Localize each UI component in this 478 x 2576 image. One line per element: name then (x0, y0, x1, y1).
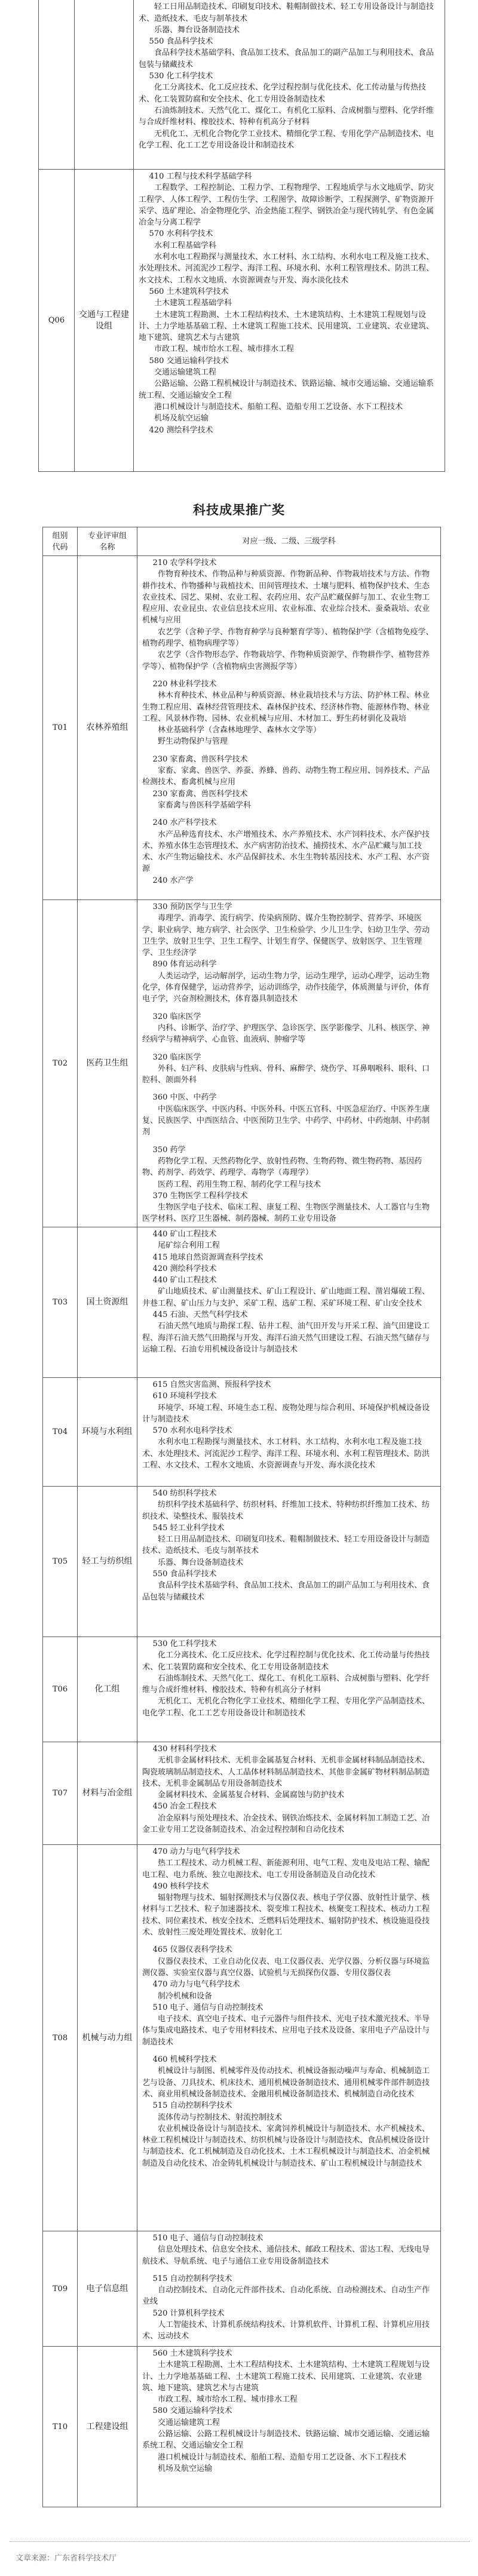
group-code (39, 0, 75, 170)
discipline-heading: 530 化工科学技术 (149, 72, 213, 81)
discipline-detail: 无机非金属材料技术、无机非金属基复合材料、无机非金属材料制品制造技术、陶瓷玻璃制品制造技术、人工晶体材料制品制造技术、其他非金属矿物材料制品制造技术、无机非金属制品专用设备制造技术 (142, 1756, 430, 1788)
discipline-detail: 中医临床医学、中医内科、中医外科、中医五官科、中医急症治疗、中医养生康复、民族医学、中西医结合、中医预防卫生学、中药学、中药材、中药炮制、中药制剂 (142, 1104, 430, 1137)
discipline-detail: 金属材料技术、金属基复合材料、金属腐蚀与防护技术 (158, 1791, 345, 1800)
discipline-detail: 人工智能技术、计算机系统结构技术、计算机软件、计算机工程、计算机应用技术、远动技术 (142, 2320, 430, 2341)
discipline-detail: 冶金原料与预处理技术、冶金技术、钢铁冶炼技术、金属材料加工制造工艺、冶金工业专用工艺设备制造技术、冶金过程控制和自动化技术 (142, 1813, 430, 1835)
discipline-heading: 420 测绘科学技术 (152, 1264, 217, 1273)
discipline-detail: 轻工日用品制造技术、印刷复印技术、鞋帽制做技术、轻工专用设备设计与制造技术、造纸技术、毛皮与制革技术 (139, 2, 434, 23)
subject-list (137, 900, 441, 1227)
discipline-detail: 水产品种选育技术、水产增殖技术、水产养殖技术、水产饲料技术、水产保护技术、养殖水体生态管理技术、水产病害防治技术、捕捞技术、水产品贮藏与加工技术、水产生物运输技术、水产品保鲜技术、水生生物转基因技术、水产工程、水产资源 (142, 830, 430, 874)
discipline-detail: 环境学、环境工程、环境生态工程、废物处理与综合利用、环境保护机械设备设计与制造技术 (142, 1403, 430, 1424)
discipline-detail: 工程数学、工程控制论、工程力学、工程物理学、工程地质学与水文地质学、防灾工程学、人体工程学、工程仿生学、工程图学、故障诊断学、工程探测学、矿物资源开采学、选矿理论、冶金物理化学、冶金热能工程学、钢铁冶金与现代铸轧学、有色金属冶金与分离工程学 (139, 183, 434, 228)
discipline-detail: 公路运输、公路工程机械设计与制造技术、铁路运输、城市交通运输、交通运输系统工程、交通运输安全工程 (142, 2430, 430, 2451)
header-group-name: 专业评审组名称 (78, 527, 137, 556)
discipline-heading: 560 土木建筑科学技术 (152, 2349, 232, 2358)
discipline-detail: 热工工程技术、动力机械工程、新能源利用、电气工程、发电及电站工程、输配电工程、电力系统、独立电源技术、电工专用设备制造及自动化技术 (142, 1859, 430, 1880)
discipline-detail: 农艺学（含作物形态学、作物栽培学、作物种质资源学、作物耕作学、植物营养学等）、植物保护学（含植物病虫害测报学等） (142, 650, 430, 671)
discipline-detail: 公路运输、公路工程机械设计与制造技术、铁路运输、城市交通运输、交通运输系统工程、交通运输安全工程 (139, 379, 434, 400)
discipline-detail: 农业机械设备设计与制造技术、家禽饲养机械设计与制造技术、水产机械技术、林业工程机械设计与制造技术、纺织机械与设备设计与制造技术、食品机械设备设计与制造技术、化工机械制造及自动化技术、土木工程机械设计与制造技术、冶金机械制造及自动化技术、冶金铸轧机械设计与制造技术、矿山工程机械设计与制造技术 (142, 2124, 430, 2168)
group-code: T06 (43, 1637, 78, 1742)
subject-list (134, 0, 445, 170)
group-code: T07 (43, 1742, 78, 1845)
discipline-detail: 土木建筑工程基础学科 (154, 299, 232, 308)
group-code: T03 (43, 1227, 78, 1378)
discipline-detail: 石油天然气地质与勘探工程、钻井工程、油气田开发与开采工程、油气田建设工程、海洋石油天然气田勘探与开发、海洋石油天然气田建设工程、石油天然气储存与运输工程、石油专用机械设备设计与制造技术 (142, 1322, 430, 1354)
footer-divider (10, 2541, 470, 2542)
discipline-heading: 320 临床医学 (152, 1052, 201, 1062)
discipline-detail: 机场及航空运输 (158, 2464, 213, 2473)
subject-list (137, 556, 441, 900)
subject-list (137, 1227, 441, 1378)
group-code: T01 (43, 556, 78, 900)
discipline-detail: 石油炼制技术、天然气化工、煤化工、有机化工原料、合成树脂与塑料、化学纤维与合成纤维材料、橡胶技术、特种有机高分子材料 (139, 106, 434, 127)
subject-list (137, 1487, 441, 1637)
subject-list (137, 1637, 441, 1742)
discipline-heading: 220 林业科学技术 (152, 679, 217, 689)
discipline-heading: 510 电子、通信与自动控制技术 (152, 2234, 263, 2243)
discipline-detail: 食品科学技术基础学科、食品加工技术、食品加工的副产品加工与利用技术、食品包装与储藏技术 (142, 1581, 430, 1602)
group-name: 交通与工程建设组 (75, 170, 134, 472)
discipline-detail: 土木建筑工程勘测、土木工程结构技术、土木建筑结构、土木建筑工程规划与设计、土力学地基基础工程、土木建筑工程施工技术、民用建筑、工业建筑、农业建筑、地下建筑、建筑艺术与古建筑 (139, 310, 434, 343)
section-title: 科技成果推广奖 (193, 503, 285, 517)
group-name: 化工组 (78, 1637, 137, 1742)
discipline-heading: 540 纺织科学技术 (152, 1489, 217, 1498)
discipline-detail: 水利水电工程勘探与测量技术、水工材料、水工结构、水利水电工程及施工技术、水处理技术、河流泥沙工程学、海洋工程、环境水利、水利工程管理技术、防洪工程、水文技术、工程水文地质、水资源调查与开发、海水淡化技术 (142, 1438, 430, 1470)
discipline-heading: 470 动力与电气科学技术 (152, 1980, 240, 1989)
discipline-detail: 制冷机械和设备 (158, 1991, 213, 2001)
discipline-detail: 市政工程、城市给水工程、城市排水工程 (154, 345, 295, 354)
subject-list (137, 1742, 441, 1845)
discipline-detail: 交通运输建筑工程 (158, 2418, 220, 2427)
discipline-heading: 520 计算机科学技术 (152, 2308, 225, 2318)
discipline-detail: 电子技术、真空电子技术、电子元器件与组件技术、光电子技术激光技术、半导体与集成电路技术、电子专用材料技术、应用电子技术及设备、家用电子产品设计与制造技术 (142, 2015, 430, 2047)
group-code: T04 (43, 1378, 78, 1487)
discipline-heading: 550 食品科学技术 (152, 1570, 217, 1579)
table-row (43, 900, 441, 1227)
article-source: 文章来源：广东省科学技术厅 (16, 2554, 117, 2563)
subject-list (137, 1378, 441, 1487)
table-header-row (43, 527, 441, 556)
table-row (43, 1845, 441, 2231)
discipline-heading: 515 自动控制科学技术 (152, 2101, 232, 2111)
discipline-detail: 纺织科学技术基础科学、纺织材料、纤维加工技术、特种纺织纤维加工技术、纺织技术、染整技术、服装技术 (142, 1500, 430, 1521)
discipline-heading: 515 自动控制科学技术 (152, 2274, 232, 2283)
discipline-detail: 食品科学技术基础学科、食品加工技术、食品加工的副产品加工与利用技术、食品包装与储藏技术 (139, 48, 434, 69)
discipline-heading: 230 家畜禽、兽医科学技术 (152, 789, 248, 799)
discipline-detail: 毒理学、消毒学、流行病学、传染病预防、媒介生物控制学、营养学、环境医学、职业病学、地方病学、社会医学、卫生检验学、少儿卫生学、妇幼卫生学、劳动卫生学、放射卫生学、卫生工程学、计划生育学、保健医学、放射医学、卫生管理学、卫生经济学 (142, 914, 430, 958)
subject-list (134, 170, 445, 472)
discipline-detail: 尾矿综合利用工程 (158, 1241, 220, 1251)
discipline-detail: 交通运输建筑工程 (154, 368, 217, 377)
discipline-detail: 水利水电工程勘探与测量技术、水工材料、水工结构、水利水电工程及施工技术、水处理技术、河流泥沙工程学、海洋工程、环境水利、水利工程管理技术、防洪工程、水文技术、工程水文地质、水资源调查与开发、海水淡化技术 (139, 253, 434, 285)
discipline-heading: 240 水产科学技术 (152, 818, 217, 828)
group-name: 材料与冶金组 (78, 1742, 137, 1845)
discipline-detail: 野生动物保护与管理 (158, 737, 228, 747)
header-subjects: 对应一级、二级、三级学科 (137, 527, 441, 556)
table-row (39, 170, 445, 472)
discipline-heading: 420 测绘科学技术 (149, 425, 213, 435)
group-code: T09 (43, 2231, 78, 2347)
discipline-detail: 机场及航空运输 (154, 414, 209, 423)
discipline-detail: 林业基础科学（含森林地理学、森林水文学等） (158, 726, 321, 735)
subject-list (137, 2231, 441, 2347)
discipline-heading: 890 体育运动科学 (152, 960, 217, 969)
discipline-detail: 土木建筑工程勘测、土木工程结构技术、土木建筑结构、土木建筑工程规划与设计、土力学地基基础工程、土木建筑工程施工技术、民用建筑、工业建筑、农业建筑、地下建筑、建筑艺术与古建筑 (142, 2360, 430, 2393)
discipline-detail: 自动控制技术、自动化元件部件技术、自动化系统、自动检测技术、自动生产作业线 (142, 2286, 430, 2307)
group-name: 医药卫生组 (78, 900, 137, 1227)
discipline-detail: 化工分离技术、化工反应技术、化学过程控制与优化技术、化工传动量与传热技术、化工装置防腐和安全技术、化工专用设备制造技术 (142, 1651, 430, 1672)
group-code: T10 (43, 2347, 78, 2507)
discipline-heading: 410 工程与技术科学基础学科 (149, 172, 252, 181)
discipline-heading: 430 材料科学技术 (152, 1745, 217, 1754)
discipline-detail: 林木育种技术、林业品种与种质资源、林业栽培技术与方法、防护林工程、林业生物工程应用、森林经营管理技术、森林保护技术、经济林作物、能源林作物、林业工程、风景林作物、园林、农业机械与应用、木材加工、野生药材驯化及栽培 (142, 691, 430, 723)
discipline-heading: 615 自然灾害监测、预报科学技术 (152, 1380, 271, 1389)
table-row (43, 1378, 441, 1487)
discipline-heading: 445 石油、天然气科学技术 (152, 1310, 248, 1320)
table-row (43, 1487, 441, 1637)
discipline-table-continued (38, 0, 445, 472)
discipline-detail: 矿山地质技术、矿山测量技术、矿山工程设计、矿山地面工程、凿岩爆破工程、井巷工程、矿山压力与支护、采矿工程、选矿工程、采矿环境工程、矿山安全技术 (142, 1287, 430, 1308)
table-row (43, 1637, 441, 1742)
discipline-detail: 仪器仪表技术、工业自动化仪表、电工仪器仪表、光学仪器、分析仪器与环境监测仪器、实验室仪器与真空仪器、试验机与无损探伤仪器、专用仪器仪表 (142, 1957, 430, 1978)
discipline-detail: 农艺学（含种子学、作物育种学与良种繁育学等）、植物保护学（含植物免疫学、植物药理学、植物病理学等） (142, 627, 434, 649)
discipline-heading: 570 水利科学技术 (149, 229, 213, 239)
discipline-detail: 机械设计与制图、机械零件及传动技术、机械设备振动噪声与寿命、机械制造工艺与设备、刀具技术、机床技术、通用机械设备制造技术、通用机械零件部件制造技术、商业用机械设备制造技术、金融用机械设备制造技术、机械制造自动化技术 (142, 2067, 430, 2099)
discipline-heading: 240 水产学 (152, 876, 194, 885)
group-name (75, 0, 134, 170)
table-row (43, 1742, 441, 1845)
table-row (43, 2231, 441, 2347)
group-name: 国土资源组 (78, 1227, 137, 1378)
discipline-detail: 内科、诊断学、治疗学、护理医学、急诊医学、医学影像学、儿科、核医学、神经病学与精神病学、心血管、血液病、肿瘤学等 (142, 1023, 430, 1045)
discipline-detail: 港口机械设计与制造技术、船舶工程、造船专用工艺设备、水下工程技术 (158, 2452, 407, 2462)
subject-list (137, 1845, 441, 2231)
discipline-heading: 460 机械科学技术 (152, 2055, 217, 2065)
discipline-detail: 市政工程、城市给水工程、城市排水工程 (158, 2395, 298, 2405)
discipline-detail: 信息处理技术、信息安全技术、通信技术、邮政工程技术、雷达工程、无线电导航技术、导航系统、电子与通信工业专用设备制造技术 (142, 2245, 430, 2266)
group-name: 电子信息组 (78, 2231, 137, 2347)
discipline-heading: 360 中医、中药学 (152, 1093, 217, 1103)
discipline-detail: 乐器、舞台设备制造技术 (158, 1558, 244, 1567)
discipline-detail: 外科、妇产科、皮肤病与性病、骨科、麻醉学、烧伤学、耳鼻咽喉科、眼科、口腔科、颌面外科 (142, 1064, 430, 1085)
discipline-detail: 无机化工、无机化合物化学工业技术、精细化学工程、专用化学产品制造技术、电化学工程、化工工艺专用设备设计和制造技术 (139, 129, 434, 150)
discipline-heading: 550 食品科学技术 (149, 37, 213, 47)
discipline-heading: 210 农学科学技术 (152, 558, 217, 567)
discipline-detail: 作物育种技术、作物品种与种质资源、作物新品种、作物栽培技术与方法、作物耕作技术、作物播种与栽植技术、田间管理技术、土壤与肥料、植物保护技术、生态农业技术、园艺、果树、农业工程、农药应用、农产品贮藏保鲜与加工、农业生物工程应用、农业昆虫、农业信息技术应用、农业标准、农业综合技术、蚕桑栽培、农业机械与应用 (142, 570, 430, 625)
discipline-heading: 560 土木建筑科学技术 (149, 287, 229, 296)
discipline-detail: 轻工日用品制造技术、印刷复印技术、鞋帽制做技术、轻工专用设备设计与制造技术、造纸技术、毛皮与制革技术 (142, 1535, 430, 1556)
discipline-detail: 辐射物理与技术、辐射探测技术与仪器仪表、核电子学仪器、放射性计量学、核材料与工艺技术、粒子加速器技术、裂变堆工程技术、核聚变工程技术、核动力工程技术、同位素技术、核安全技术、乏燃料后处理技术、辐射防护技术、核设施退役技术、放射性三废处理处置技术、放射化工 (142, 1893, 430, 1938)
discipline-detail: 石油炼制技术、天然气化工、煤化工、有机化工原料、合成树脂与塑料、化学纤维与合成纤维材料、橡胶技术、特种有机高分子材料 (142, 1674, 430, 1695)
discipline-heading: 610 环境科学技术 (152, 1392, 217, 1401)
discipline-detail: 港口机械设计与制造技术、船舶工程、造船专用工艺设备、水下工程技术 (154, 402, 403, 412)
discipline-heading: 580 交通运输科学技术 (152, 2406, 232, 2416)
discipline-detail: 水利工程基础学科 (154, 241, 217, 250)
header-group-code: 组别代码 (43, 527, 78, 556)
group-code: T02 (43, 900, 78, 1227)
discipline-detail: 无机化工、无机化合物化学工业技术、精细化学工程、专用化学产品制造技术、电化学工程、化工工艺专用设备设计和制造技术 (142, 1697, 430, 1718)
discipline-heading: 440 矿山工程技术 (152, 1276, 217, 1285)
table-row (43, 2347, 441, 2507)
discipline-heading: 415 地球自然资源调查科学技术 (152, 1252, 263, 1262)
discipline-detail: 家畜禽与兽医科学基础学科 (158, 800, 252, 810)
table-row (43, 556, 441, 900)
group-name: 环境与水利组 (78, 1378, 137, 1487)
discipline-heading: 450 冶金工程技术 (152, 1802, 217, 1812)
discipline-detail: 人类运动学，运动解剖学，运动生物力学，运动生理学，运动心理学，运动生物化学，体育保健学，运动营养学，运动训练学，动作技能学，体质测量与评价，体育电子学，兴奋剂检测技术，体育器具制造技术 (142, 971, 430, 1004)
discipline-detail: 生物医学电子技术、临床工程、康复工程、生物医学测量技术、人工器官与生物医学材料、医疗卫生器械、制药器械、制药工业专用设备 (142, 1203, 430, 1224)
discipline-heading: 510 电子、通信与自动控制技术 (152, 2003, 263, 2012)
discipline-heading: 330 预防医学与卫生学 (152, 902, 232, 911)
table-row (43, 1227, 441, 1378)
discipline-detail: 乐器、舞台设备制造技术 (154, 25, 240, 35)
promotion-award-table (42, 527, 441, 2507)
group-name: 农林养殖组 (78, 556, 137, 900)
discipline-heading: 465 仪器仪表科学技术 (152, 1945, 232, 1955)
group-name: 机械与动力组 (78, 1845, 137, 2231)
discipline-heading: 545 轻工业科学技术 (152, 1523, 225, 1533)
subject-list (137, 2347, 441, 2507)
discipline-heading: 570 水利水电科学技术 (152, 1426, 232, 1436)
table-row (39, 0, 445, 170)
discipline-heading: 580 交通运输科学技术 (149, 356, 229, 366)
discipline-heading: 470 动力与电气科学技术 (152, 1847, 240, 1856)
group-name: 工程建设组 (78, 2347, 137, 2507)
discipline-detail: 医药工程、药用生物工程、制药化学工程与技术 (158, 1180, 321, 1189)
discipline-heading: 370 生物医学工程科学技术 (152, 1191, 248, 1201)
discipline-detail: 药物化学工程、天然药物化学、放射性药物、生物药物、微生物药物、基因药物、药剂学、药效学、药理学、毒物学（毒理学） (142, 1156, 422, 1178)
discipline-detail: 化工分离技术、化工反应技术、化学过程控制与优化技术、化工传动量与传热技术、化工装置防腐和安全技术、化工专用设备制造技术 (139, 83, 427, 104)
discipline-heading: 490 核科学技术 (152, 1881, 209, 1891)
group-name: 轻工与纺织组 (78, 1487, 137, 1637)
discipline-heading: 530 化工科学技术 (152, 1639, 217, 1648)
discipline-detail: 流体传动与控制技术、射流控制技术 (158, 2113, 283, 2122)
discipline-heading: 350 药学 (152, 1145, 186, 1155)
discipline-detail: 家畜、家禽、兽医学、养蚕、养蜂、兽药、动物生物工程应用、饲养技术、产品检测技术、畜禽机械与应用 (142, 766, 430, 787)
discipline-heading: 440 矿山工程技术 (152, 1230, 217, 1239)
group-code: T05 (43, 1487, 78, 1637)
group-code: T08 (43, 1845, 78, 2231)
discipline-heading: 320 临床医学 (152, 1012, 201, 1021)
group-code: Q06 (39, 170, 75, 472)
discipline-heading: 230 家畜禽、兽医科学技术 (152, 754, 248, 764)
